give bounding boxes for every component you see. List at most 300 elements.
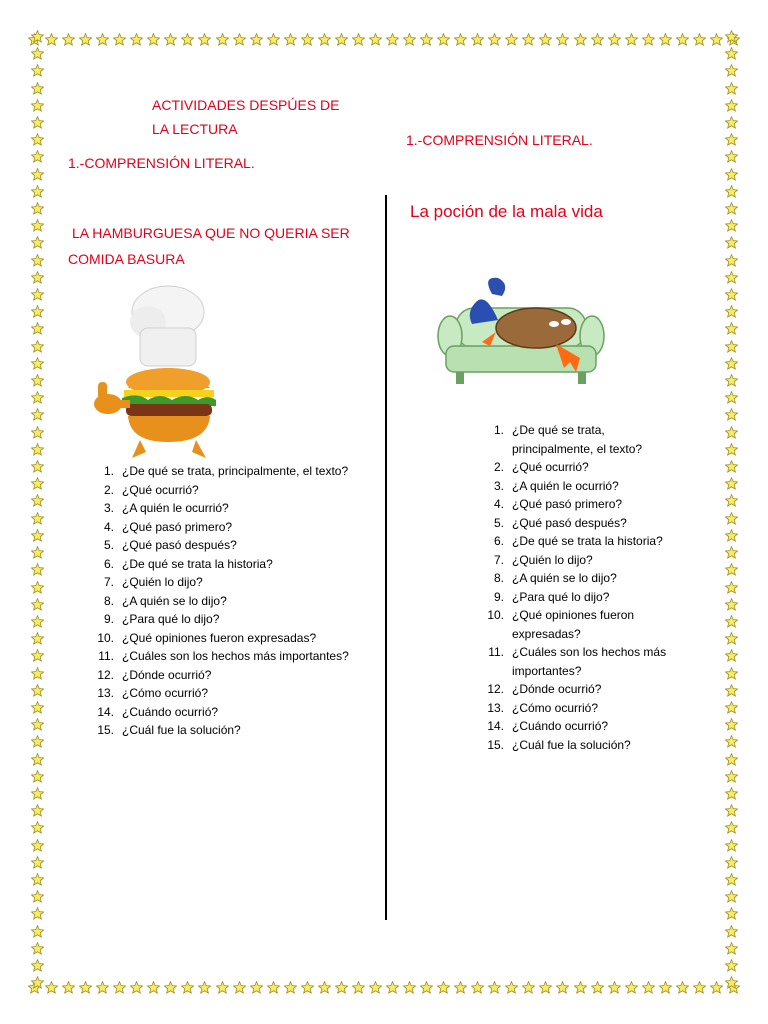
star-icon (130, 981, 143, 994)
star-icon (31, 426, 44, 439)
star-icon (31, 202, 44, 215)
star-icon (608, 981, 621, 994)
star-icon (725, 873, 738, 886)
question-text: ¿Qué ocurrió? (512, 460, 589, 474)
star-icon (31, 150, 44, 163)
activities-heading (152, 93, 340, 141)
star-icon (725, 219, 738, 232)
star-icon (45, 981, 58, 994)
star-icon (31, 305, 44, 318)
star-icon (233, 981, 246, 994)
star-icon (522, 33, 535, 46)
star-icon (31, 168, 44, 181)
question-number: 4. (103, 519, 114, 534)
right-story-title: La poción de la mala vida (410, 202, 603, 221)
star-icon (725, 64, 738, 77)
star-icon (31, 632, 44, 645)
star-icon (284, 981, 297, 994)
left-story-title (68, 220, 350, 272)
question-text: ¿Cuáles son los hechos más (512, 645, 667, 659)
star-icon (539, 33, 552, 46)
star-icon (725, 408, 738, 421)
star-icon (676, 981, 689, 994)
star-icon (725, 684, 738, 697)
star-icon (147, 981, 160, 994)
star-icon (625, 33, 638, 46)
question-number: 9. (103, 612, 114, 626)
question-text: ¿A quién se lo dijo? (122, 593, 227, 608)
question-text: ¿Cuándo ocurrió? (122, 704, 219, 719)
star-icon (31, 477, 44, 490)
star-icon (642, 981, 655, 994)
question-item (480, 458, 710, 477)
question-item (480, 588, 710, 607)
question-text: ¿Dónde ocurrió? (512, 682, 602, 696)
star-icon (31, 976, 44, 989)
star-icon (31, 804, 44, 817)
question-number: 4. (493, 497, 504, 511)
question-item (480, 477, 710, 496)
right-questions-list (480, 421, 710, 754)
star-icon (31, 649, 44, 662)
star-icon (250, 981, 263, 994)
question-text: ¿A quién le ocurrió? (122, 501, 229, 515)
question-item (90, 555, 380, 574)
star-icon (233, 33, 246, 46)
star-icon (725, 168, 738, 181)
star-icon (31, 718, 44, 731)
left-story-title-line2: COMIDA BASURA (68, 251, 185, 267)
star-icon (437, 981, 450, 994)
star-icon (335, 33, 348, 46)
star-icon (31, 30, 44, 43)
star-icon (725, 494, 738, 507)
question-number: 14. (487, 719, 504, 733)
star-icon (31, 839, 44, 852)
star-icon (31, 116, 44, 129)
star-icon (693, 33, 706, 46)
star-icon (725, 30, 738, 43)
star-icon (725, 529, 738, 542)
star-icon (31, 219, 44, 232)
star-icon (96, 33, 109, 46)
question-number: 8. (103, 593, 114, 608)
star-icon (403, 33, 416, 46)
star-icon (642, 33, 655, 46)
star-icon (31, 770, 44, 783)
question-number: 5. (103, 538, 114, 552)
star-icon (725, 821, 738, 834)
question-number: 13. (487, 700, 504, 715)
question-text: ¿Qué pasó primero? (512, 497, 623, 511)
star-icon (386, 981, 399, 994)
column-divider (385, 195, 387, 920)
question-text: ¿Cuáles son los hechos más importantes? (122, 649, 349, 663)
question-text: ¿Cuál fue la solución? (122, 723, 241, 737)
question-number: 6. (103, 556, 114, 571)
star-icon (31, 64, 44, 77)
star-icon (471, 33, 484, 46)
question-item (90, 573, 380, 592)
question-number: 8. (493, 571, 504, 585)
star-icon (693, 981, 706, 994)
star-icon (164, 981, 177, 994)
star-icon (31, 942, 44, 955)
star-icon (31, 873, 44, 886)
question-number: 2. (103, 482, 114, 497)
question-text: ¿Qué ocurrió? (122, 482, 199, 497)
question-item (90, 703, 380, 722)
question-number: 12. (97, 667, 114, 682)
star-icon (31, 667, 44, 680)
star-icon (31, 735, 44, 748)
left-story-title-line1: LA HAMBURGUESA QUE NO QUERIA SER (72, 225, 350, 241)
star-icon (31, 512, 44, 525)
question-text: importantes? (512, 663, 582, 678)
star-icon (725, 322, 738, 335)
question-item (480, 680, 710, 699)
question-number: 6. (493, 534, 504, 548)
question-number: 15. (97, 723, 114, 737)
star-icon (659, 33, 672, 46)
question-number: 15. (487, 737, 504, 752)
star-icon (471, 981, 484, 994)
star-icon (31, 907, 44, 920)
star-icon (556, 981, 569, 994)
star-icon (31, 821, 44, 834)
star-icon (505, 33, 518, 46)
star-icon (725, 718, 738, 731)
question-number: 2. (493, 460, 504, 474)
star-icon (725, 770, 738, 783)
star-icon (31, 271, 44, 284)
star-icon (725, 735, 738, 748)
question-item (480, 606, 710, 625)
question-number: 11. (98, 649, 114, 663)
question-text: ¿A quién le ocurrió? (512, 478, 619, 493)
star-icon (369, 33, 382, 46)
question-text: ¿Dónde ocurrió? (122, 667, 212, 682)
star-icon (725, 667, 738, 680)
star-icon (352, 981, 365, 994)
star-icon (31, 391, 44, 404)
star-icon (31, 374, 44, 387)
star-icon (31, 890, 44, 903)
question-number: 1. (103, 464, 114, 478)
star-icon (31, 529, 44, 542)
star-icon (216, 981, 229, 994)
star-icon (725, 357, 738, 370)
star-icon (31, 563, 44, 576)
star-icon (488, 981, 501, 994)
star-icon (725, 477, 738, 490)
question-text: ¿De qué se trata, (512, 423, 605, 437)
star-icon (181, 981, 194, 994)
star-icon (31, 340, 44, 353)
star-icon (386, 33, 399, 46)
question-text: ¿Cuándo ocurrió? (512, 719, 609, 733)
star-icon (725, 116, 738, 129)
star-border-left (28, 30, 46, 990)
star-border-top (28, 30, 740, 48)
question-text: ¿Cómo ocurrió? (512, 700, 599, 715)
star-icon (181, 33, 194, 46)
question-number (480, 625, 512, 644)
question-item (480, 569, 710, 588)
star-icon (725, 839, 738, 852)
star-icon (725, 942, 738, 955)
star-icon (454, 33, 467, 46)
question-item (90, 610, 380, 629)
question-number (480, 440, 512, 459)
activities-heading-line2: LA LECTURA (152, 121, 238, 137)
star-icon (725, 581, 738, 594)
star-icon (725, 99, 738, 112)
question-text: ¿Qué pasó primero? (122, 519, 233, 534)
star-icon (164, 33, 177, 46)
star-icon (725, 426, 738, 439)
star-icon (725, 374, 738, 387)
question-number: 3. (103, 501, 114, 515)
star-icon (725, 649, 738, 662)
star-icon (725, 185, 738, 198)
star-icon (79, 981, 92, 994)
star-icon (31, 408, 44, 421)
star-icon (31, 236, 44, 249)
star-icon (31, 959, 44, 972)
star-icon (725, 976, 738, 989)
star-icon (725, 804, 738, 817)
question-text: ¿Qué opiniones fueron (512, 608, 635, 622)
star-icon (369, 981, 382, 994)
star-icon (96, 981, 109, 994)
star-icon (539, 981, 552, 994)
star-icon (62, 981, 75, 994)
hamburger-chef-illustration (88, 282, 228, 462)
question-item (480, 625, 710, 644)
star-icon (31, 460, 44, 473)
star-icon (676, 33, 689, 46)
question-item (90, 462, 380, 481)
star-border-right (722, 30, 740, 990)
question-number: 3. (493, 478, 504, 493)
star-icon (301, 981, 314, 994)
star-icon (725, 236, 738, 249)
star-icon (725, 288, 738, 301)
star-icon (79, 33, 92, 46)
star-icon (31, 254, 44, 267)
question-text: ¿Qué opiniones fueron expresadas? (122, 630, 317, 645)
question-text: ¿Quién lo dijo? (512, 552, 593, 567)
star-icon (625, 981, 638, 994)
question-number: 14. (97, 704, 114, 719)
question-item (90, 499, 380, 518)
star-icon (31, 753, 44, 766)
question-number: 7. (493, 552, 504, 567)
question-text: principalmente, el texto? (512, 441, 643, 456)
question-item (90, 481, 380, 500)
star-icon (725, 133, 738, 146)
star-icon (113, 981, 126, 994)
star-icon (250, 33, 263, 46)
star-icon (608, 33, 621, 46)
star-icon (725, 959, 738, 972)
star-icon (725, 598, 738, 611)
star-icon (31, 99, 44, 112)
star-icon (725, 907, 738, 920)
star-icon (556, 33, 569, 46)
star-icon (31, 47, 44, 60)
star-icon (318, 33, 331, 46)
star-icon (574, 981, 587, 994)
question-number: 13. (97, 686, 114, 700)
star-icon (725, 546, 738, 559)
star-icon (574, 33, 587, 46)
star-icon (725, 460, 738, 473)
star-icon (31, 322, 44, 335)
star-icon (420, 33, 433, 46)
star-icon (113, 33, 126, 46)
question-number: 11. (488, 645, 504, 659)
question-item (480, 532, 710, 551)
star-icon (267, 981, 280, 994)
star-icon (725, 787, 738, 800)
star-icon (31, 185, 44, 198)
question-text: ¿De qué se trata la historia? (122, 556, 273, 571)
star-icon (335, 981, 348, 994)
star-icon (710, 33, 723, 46)
star-icon (31, 494, 44, 507)
left-questions-list (90, 462, 380, 740)
star-icon (725, 82, 738, 95)
star-icon (31, 357, 44, 370)
star-icon (31, 787, 44, 800)
question-item (480, 699, 710, 718)
star-icon (31, 598, 44, 611)
star-icon (31, 133, 44, 146)
question-number: 7. (103, 575, 114, 589)
question-item (480, 421, 710, 440)
star-icon (522, 981, 535, 994)
star-icon (725, 271, 738, 284)
question-text: ¿Cuál fue la solución? (512, 737, 631, 752)
star-icon (725, 391, 738, 404)
question-text: ¿Para qué lo dijo? (122, 612, 220, 626)
question-text: ¿De qué se trata, principalmente, el texto? (122, 464, 349, 478)
question-item (90, 536, 380, 555)
star-icon (31, 701, 44, 714)
question-number: 5. (493, 515, 504, 530)
star-icon (725, 701, 738, 714)
star-icon (31, 82, 44, 95)
star-icon (31, 581, 44, 594)
star-icon (130, 33, 143, 46)
star-icon (725, 340, 738, 353)
star-icon (403, 981, 416, 994)
star-icon (710, 981, 723, 994)
question-text: ¿Qué pasó después? (512, 515, 627, 530)
star-icon (31, 684, 44, 697)
star-icon (725, 202, 738, 215)
star-icon (31, 443, 44, 456)
star-icon (147, 33, 160, 46)
star-icon (45, 33, 58, 46)
question-item (480, 440, 710, 459)
star-icon (725, 47, 738, 60)
question-number: 12. (487, 682, 504, 696)
question-item (480, 495, 710, 514)
star-icon (725, 150, 738, 163)
star-icon (725, 305, 738, 318)
question-number: 10. (487, 608, 504, 622)
question-item (480, 643, 710, 662)
star-icon (659, 981, 672, 994)
star-icon (31, 615, 44, 628)
star-icon (591, 981, 604, 994)
question-number: 9. (493, 589, 504, 604)
star-icon (284, 33, 297, 46)
question-item (480, 717, 710, 736)
potato-couch-illustration (436, 272, 606, 392)
star-icon (437, 33, 450, 46)
star-icon (420, 981, 433, 994)
question-item (90, 629, 380, 648)
star-icon (31, 546, 44, 559)
question-item (90, 666, 380, 685)
question-item (90, 592, 380, 611)
question-number: 1. (493, 423, 504, 437)
question-text: ¿Cómo ocurrió? (122, 686, 209, 700)
question-item (90, 647, 380, 666)
question-item (90, 721, 380, 740)
question-text: ¿De qué se trata la historia? (512, 534, 663, 548)
star-icon (725, 443, 738, 456)
right-section-heading: 1.-COMPRENSIÓN LITERAL. (406, 132, 593, 148)
star-icon (301, 33, 314, 46)
star-icon (725, 890, 738, 903)
star-icon (198, 981, 211, 994)
question-item (480, 551, 710, 570)
star-icon (725, 512, 738, 525)
star-icon (454, 981, 467, 994)
star-icon (725, 632, 738, 645)
question-text: expresadas? (512, 626, 581, 641)
question-item (480, 514, 710, 533)
star-icon (216, 33, 229, 46)
question-text: ¿Para qué lo dijo? (512, 589, 610, 604)
star-icon (591, 33, 604, 46)
question-number: 10. (97, 630, 114, 645)
star-icon (488, 33, 501, 46)
question-item (480, 736, 710, 755)
question-text: ¿Quién lo dijo? (122, 575, 203, 589)
question-item (480, 662, 710, 681)
star-icon (725, 925, 738, 938)
question-item (90, 684, 380, 703)
question-text: ¿A quién se lo dijo? (512, 571, 617, 585)
star-icon (725, 856, 738, 869)
star-icon (31, 925, 44, 938)
star-icon (725, 563, 738, 576)
left-section-heading: 1.-COMPRENSIÓN LITERAL. (68, 155, 255, 171)
star-icon (318, 981, 331, 994)
star-icon (267, 33, 280, 46)
question-item (90, 518, 380, 537)
star-icon (198, 33, 211, 46)
question-number (480, 662, 512, 681)
question-text: ¿Qué pasó después? (122, 538, 237, 552)
activities-heading-line1: ACTIVIDADES DESPÚES DE (152, 97, 340, 113)
